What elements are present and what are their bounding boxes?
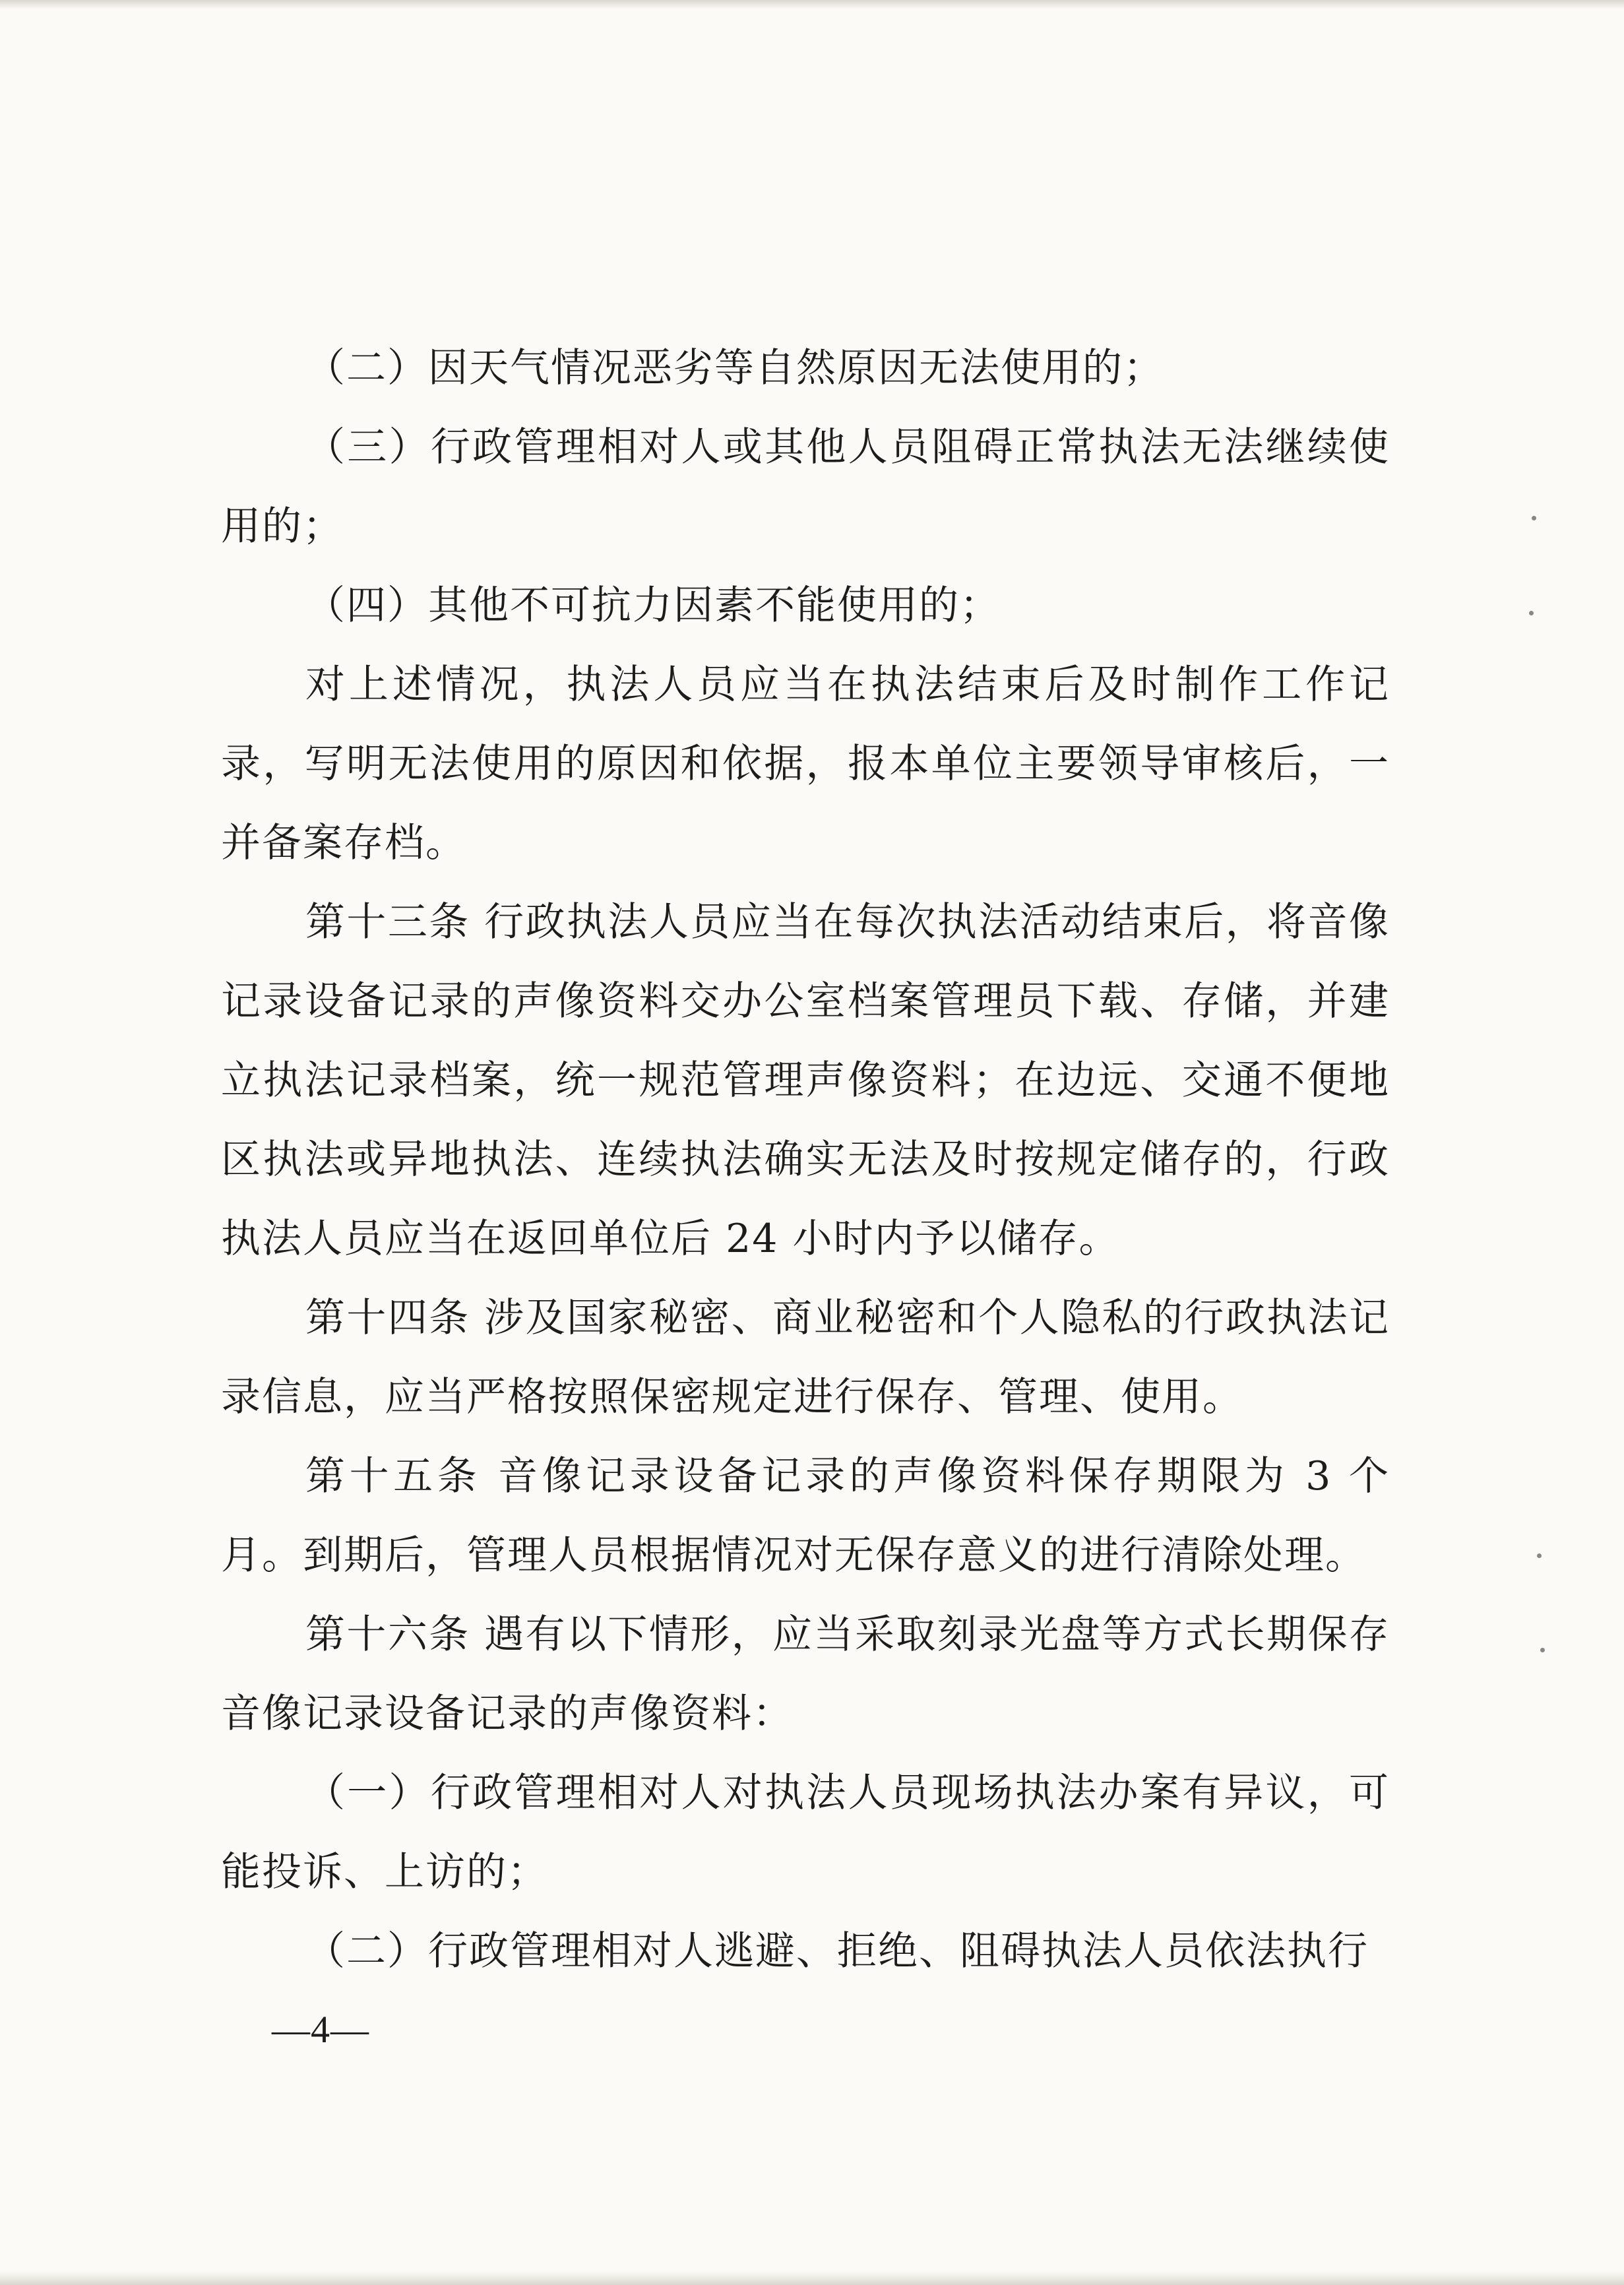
paragraph-clause-3: （三）行政管理相对人或其他人员阻碍正常执法无法继续使用的； — [221, 424, 1390, 549]
paragraph-article-16: 第十六条 遇有以下情形，应当采取刻录光盘等方式长期保存音像记录设备记录的声像资料： — [221, 1612, 1390, 1737]
scan-speck — [1540, 1648, 1545, 1652]
scan-speck — [1532, 516, 1536, 520]
scan-speck — [1529, 611, 1534, 615]
paragraph-record-note: 对上述情况，执法人员应当在执法结束后及时制作工作记录，写明无法使用的原因和依据，报本单位主要领导审核后，一并备案存档。 — [221, 662, 1390, 866]
paragraph-article-13: 第十三条 行政执法人员应当在每次执法活动结束后，将音像记录设备记录的声像资料交办公室档案管理员下载、存储，并建立执法记录档案，统一规范管理声像资料；在边远、交通不便地区执法或异地执法、连续执法确实无法及时按规定储存的，行政执法人员应当在返回单位后 24 小时内予以储存。 — [221, 899, 1390, 1262]
paragraph-article-16-item-1: （一）行政管理相对人对执法人员现场执法办案有异议，可能投诉、上访的； — [221, 1770, 1390, 1895]
paragraph-clause-2: （二）因天气情况恶劣等自然原因无法使用的； — [305, 345, 1164, 391]
paragraph-article-15: 第十五条 音像记录设备记录的声像资料保存期限为 3 个月。到期后，管理人员根据情况对无保存意义的进行清除处理。 — [221, 1453, 1390, 1579]
paragraph-article-14: 第十四条 涉及国家秘密、商业秘密和个人隐私的行政执法记录信息，应当严格按照保密规定进行保存、管理、使用。 — [221, 1295, 1390, 1420]
paragraph-article-16-item-2: （二）行政管理相对人逃避、拒绝、阻碍执法人员依法执行 — [305, 1928, 1369, 1974]
paragraph-clause-4: （四）其他不可抗力因素不能使用的； — [305, 582, 1001, 629]
scan-edge-top — [0, 0, 1624, 9]
scan-speck — [1537, 1553, 1542, 1558]
page-number: —4— — [272, 2008, 369, 2051]
document-body — [221, 329, 1390, 1991]
scan-edge-bottom — [0, 2272, 1624, 2285]
